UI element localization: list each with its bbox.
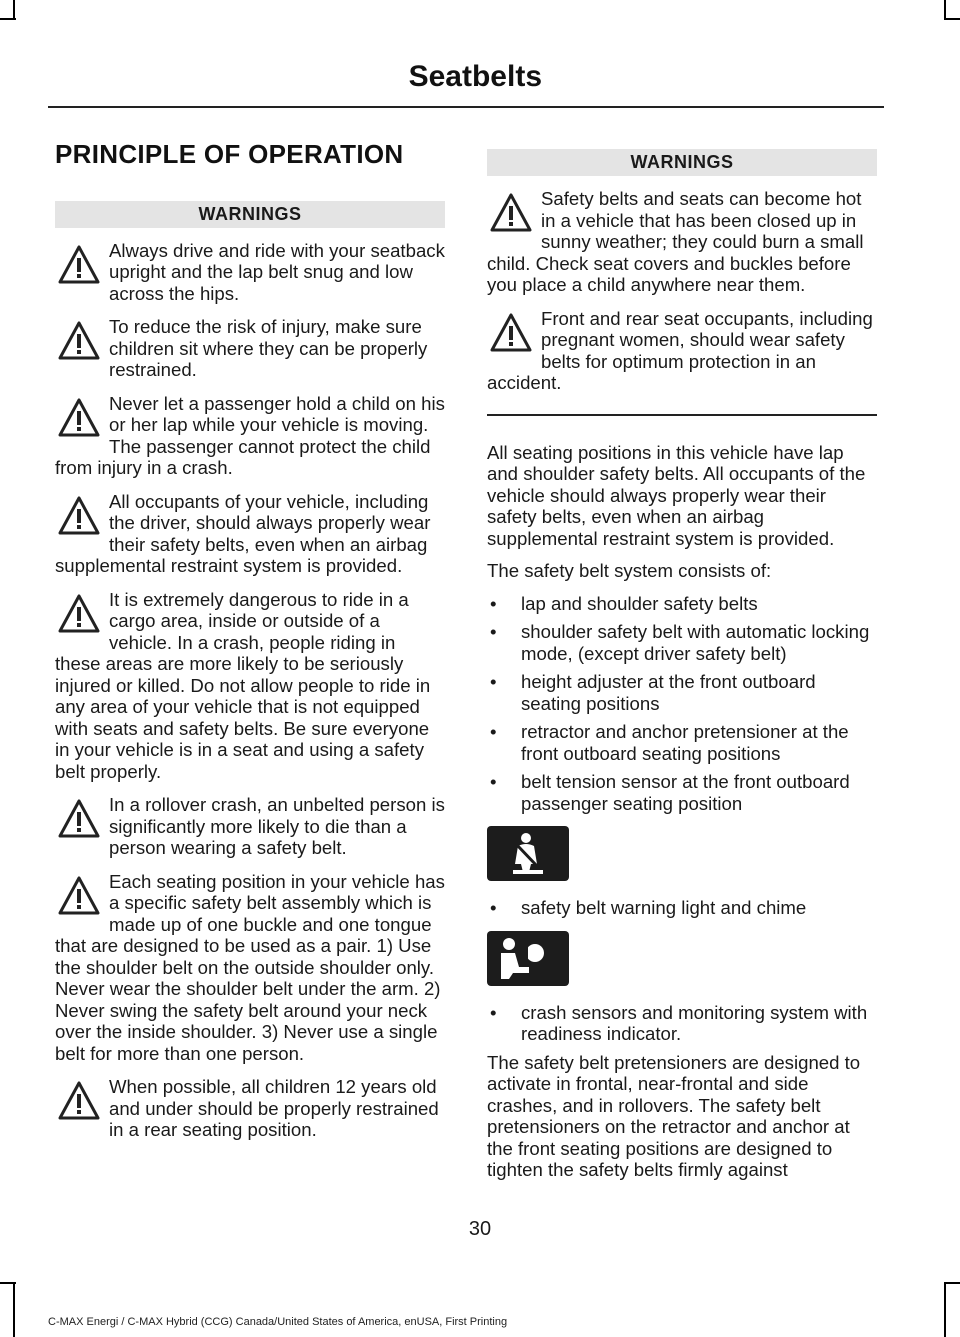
warning-text: All occupants of your vehicle, including the driver, should always properly wear their safety belts, even when an airbag supplemental restraint system is provided. xyxy=(55,490,431,577)
section-title: PRINCIPLE OF OPERATION xyxy=(55,139,404,169)
warning-triangle-icon xyxy=(57,798,101,840)
right-column xyxy=(487,149,877,1192)
bullet-mark: • xyxy=(490,671,497,692)
list-item-text: retractor and anchor pretensioner at the front outboard seating positions xyxy=(521,721,849,764)
warning-text: When possible, all children 12 years old and under should be properly restrained in a rear seating position. xyxy=(109,1076,439,1141)
header-divider xyxy=(48,106,884,108)
list-item xyxy=(487,1002,877,1045)
list-item-text: lap and shoulder safety belts xyxy=(521,592,758,614)
left-column xyxy=(55,140,445,1153)
list-item-text: safety belt warning light and chime xyxy=(521,897,807,918)
list-item-text: belt tension sensor at the front outboard passenger seating position xyxy=(521,771,850,814)
bullet-mark: • xyxy=(490,897,497,918)
crop-mark xyxy=(0,1282,16,1284)
warning-text: Always drive and ride with your seatback upright and the lap belt snug and low across the hips. xyxy=(109,239,445,304)
list-item xyxy=(487,593,877,615)
warning-item xyxy=(55,589,445,783)
bullet-mark: • xyxy=(490,721,497,742)
intro-paragraph: All seating positions in this vehicle have lap and shoulder safety belts. All occupants of the vehicle should always properly wear their safety belts, even when an airbag supplemental restraint system is provided. xyxy=(487,441,866,549)
warning-item xyxy=(55,240,445,305)
system-paragraph: The safety belt system consists of: xyxy=(487,560,772,581)
list-item xyxy=(487,897,877,919)
bullet-mark: • xyxy=(490,1001,497,1023)
warning-item xyxy=(55,491,445,577)
warning-item xyxy=(55,316,445,381)
warnings-divider xyxy=(487,414,877,416)
warnings-header: WARNINGS xyxy=(55,201,445,228)
component-list xyxy=(487,593,877,815)
warning-triangle-icon xyxy=(57,244,101,286)
page-number: 30 xyxy=(468,1218,492,1240)
warning-item xyxy=(487,188,877,296)
bullet-mark: • xyxy=(490,592,497,614)
list-item xyxy=(487,721,877,764)
crop-mark xyxy=(944,0,946,20)
list-item xyxy=(487,621,877,664)
list-item xyxy=(487,771,877,814)
warning-triangle-icon xyxy=(489,312,533,354)
bullet-mark: • xyxy=(490,771,497,792)
warning-triangle-icon xyxy=(57,1080,101,1122)
warning-text: In a rollover crash, an unbelted person is significantly more likely to die than a person wearing a safety belt. xyxy=(109,794,445,859)
warnings-list xyxy=(55,240,445,1141)
bullet-mark: • xyxy=(490,621,497,642)
crop-mark xyxy=(944,1282,960,1284)
warnings-list xyxy=(487,188,877,394)
airbag-indicator-icon xyxy=(487,931,569,986)
warning-text: Front and rear seat occupants, including pregnant women, should wear safety belts for optimum protection in an accident. xyxy=(487,307,873,393)
seatbelt-warning-icon xyxy=(487,826,569,881)
crop-mark xyxy=(13,0,15,20)
warning-triangle-icon xyxy=(57,320,101,362)
warning-item xyxy=(55,871,445,1065)
warning-triangle-icon xyxy=(57,397,101,439)
list-item-text: height adjuster at the front outboard seating positions xyxy=(521,671,816,714)
warnings-header: WARNINGS xyxy=(487,149,877,176)
crop-mark xyxy=(944,1282,946,1337)
warning-text: Safety belts and seats can become hot in a vehicle that has been closed up in sunny weather; they could burn a small child. Check seat covers and buckles before you place a child anywhere near them. xyxy=(487,188,864,295)
warning-text: Never let a passenger hold a child on his or her lap while your vehicle is moving. The passenger cannot protect the child from injury in a crash. xyxy=(55,392,445,479)
warning-item xyxy=(55,1076,445,1141)
warning-triangle-icon xyxy=(57,593,101,635)
warning-text: It is extremely dangerous to ride in a cargo area, inside or outside of a vehicle. In a crash, people riding in these areas are more likely to be seriously injured or killed. Do not allow people to ride in any area of your vehicle that is not equipped with seats and safety belts. Be sure everyone in your vehicle is in a seat and using a safety belt properly. xyxy=(55,588,431,782)
warning-text: To reduce the risk of injury, make sure children sit where they can be properly restrained. xyxy=(109,316,428,381)
crop-mark xyxy=(0,18,16,20)
list-item xyxy=(487,671,877,714)
warning-item xyxy=(487,308,877,394)
warning-triangle-icon xyxy=(489,192,533,234)
closing-paragraph: The safety belt pretensioners are designed to activate in frontal, near-frontal and side crashes, and in rollovers. The safety belt pretensioners on the retractor and anchor at the front seating positions are designed to tighten the safety belts firmly against xyxy=(487,1051,861,1180)
warning-triangle-icon xyxy=(57,875,101,917)
warning-item xyxy=(55,393,445,479)
warning-text: Each seating position in your vehicle has a specific safety belt assembly which is made up of one buckle and one tongue that are designed to be used as a pair. 1) Use the shoulder belt on the outside shoulder only. Never wear the shoulder belt under the arm. 2) Never swing the safety belt around your neck over the inside shoulder. 3) Never use a single belt for more than one person. xyxy=(55,870,445,1064)
chapter-title: Seatbelts xyxy=(408,60,542,93)
crop-mark xyxy=(13,1282,15,1337)
warning-item xyxy=(55,794,445,859)
list-item-text: shoulder safety belt with automatic locking mode, (except driver safety belt) xyxy=(521,621,870,664)
warning-triangle-icon xyxy=(57,495,101,537)
footer-text: C-MAX Energi / C-MAX Hybrid (CCG) Canada/United States of America, enUSA, First Printing xyxy=(48,1316,508,1328)
list-item-text: crash sensors and monitoring system with readiness indicator. xyxy=(521,1001,868,1044)
crop-mark xyxy=(944,18,960,20)
